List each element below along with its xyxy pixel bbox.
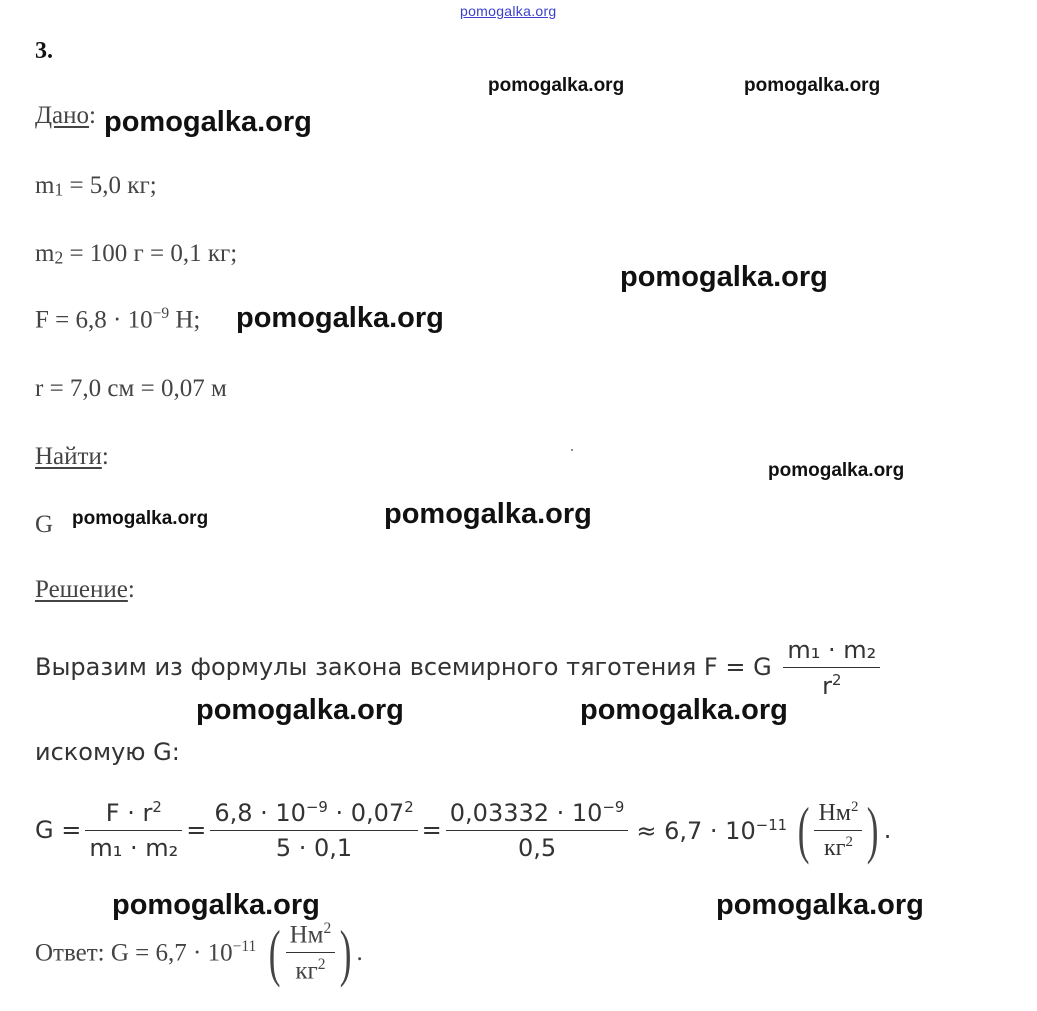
fraction-substitution: $\frac{6,8 \cdot 10^{-9} \cdot 0,07^2}{5 \cdot 0,1}$ (210, 798, 417, 862)
watermark: pomogalka.org (112, 889, 320, 921)
watermark: pomogalka.org (620, 261, 828, 293)
watermark-top: pomogalka.org (460, 3, 557, 19)
watermark: pomogalka.org (768, 460, 905, 481)
watermark: pomogalka.org (384, 498, 592, 530)
watermark: pomogalka.org (744, 75, 881, 96)
fraction-formula: $\frac{F \cdot r^2}{\text{m₁ · m₂}}$ (85, 798, 182, 862)
find-heading: Найти: (35, 443, 109, 470)
watermark: pomogalka.org (488, 75, 625, 96)
given-heading: Дано: (35, 102, 96, 129)
given-force: $F = 6,8 \cdot 10^{-9}$ Н; (35, 305, 201, 334)
gravity-law-fraction: $\frac{\text{m₁ · m₂}}{r^2}$ (783, 636, 880, 700)
main-equation: G = $\frac{F \cdot r^2}{\text{m₁ · m₂}}$ = $\frac{6,8 \cdot 10^{-9} \cdot 0,07^2}{5 \cdot 0,1}$ = $\frac{0,03332 \cdot 10^{-9}}{0,5}$ ≈ $6,7 \cdot 10^{-11}$ ( $\frac{Нм^2}{кг^2}$ ) . (35, 794, 892, 865)
watermark: pomogalka.org (236, 302, 444, 334)
stray-dot (571, 449, 573, 451)
watermark: pomogalka.org (716, 889, 924, 921)
fraction-intermediate: $\frac{0,03332 \cdot 10^{-9}}{0,5}$ (446, 798, 629, 862)
given-distance: r = 7,0 см = 0,07 м (35, 375, 227, 402)
find-value: G (35, 511, 54, 538)
watermark: pomogalka.org (72, 508, 209, 529)
answer: Ответ: $G = 6,7 \cdot 10^{-11}$ ( $\frac{Нм^2}{кг^2}$ ) . (35, 916, 363, 988)
solution-heading: Решение: (35, 576, 135, 603)
given-m1: m1 = 5,0 кг; (35, 172, 157, 200)
watermark: pomogalka.org (196, 694, 404, 726)
unit-parentheses: ( $\frac{Нм^2}{кг^2}$ ) (797, 794, 879, 865)
solution-intro: Выразим из формулы закона всемирного тяготения F = G $\frac{\text{m₁ · m₂}}{r^2}$ (35, 636, 884, 700)
solution-intro-end: искомую G: (35, 738, 180, 766)
answer-unit-parentheses: ( $\frac{Нм^2}{кг^2}$ ) (269, 916, 352, 988)
watermark: pomogalka.org (580, 694, 788, 726)
problem-number: 3. (35, 38, 53, 64)
given-m2: m2 = 100 г = 0,1 кг; (35, 240, 238, 268)
watermark: pomogalka.org (104, 106, 312, 138)
